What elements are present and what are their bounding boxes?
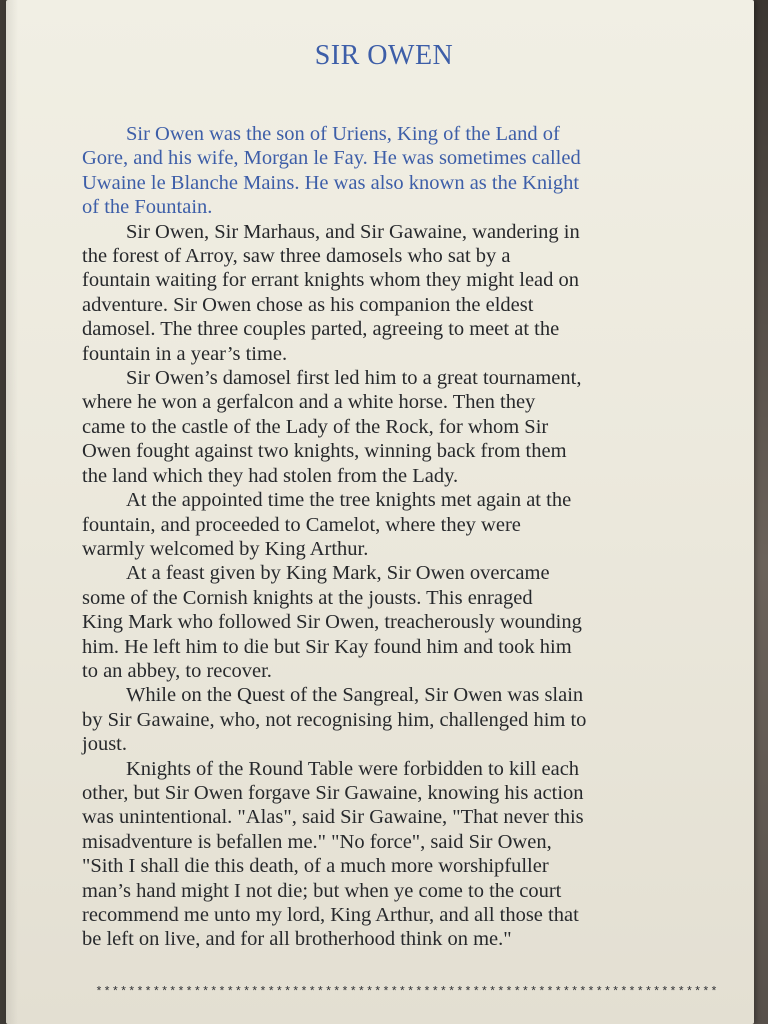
text-line: While on the Quest of the Sangreal, Sir Owen was slain <box>126 684 584 707</box>
panel-edge-shadow <box>6 0 18 1024</box>
text-line: warmly welcomed by King Arthur. <box>82 537 369 560</box>
text-line: by Sir Gawaine, who, not recognising him, challenged him to <box>82 708 587 731</box>
text-line: Sir Owen’s damosel first led him to a great tournament, <box>126 367 582 390</box>
paragraph <box>82 366 702 488</box>
text-line: damosel. The three couples parted, agreeing to meet at the <box>82 318 560 341</box>
text-line: be left on live, and for all brotherhood think on me." <box>82 928 512 951</box>
text-line: Sir Owen was the son of Uriens, King of the Land of <box>126 123 560 145</box>
text-line: King Mark who followed Sir Owen, treacherously wounding <box>82 611 582 634</box>
text-line: came to the castle of the Lady of the Rock, for whom Sir <box>82 415 549 438</box>
text-line: Knights of the Round Table were forbidden to kill each <box>126 757 580 780</box>
text-line: fountain, and proceeded to Camelot, where they were <box>82 513 521 536</box>
text-line: to an abbey, to recover. <box>82 659 272 682</box>
paragraph <box>82 220 702 366</box>
text-line: joust. <box>82 733 127 756</box>
text-line: Uwaine le Blanche Mains. He was also known as the Knight <box>82 171 580 194</box>
text-line: Sir Owen, Sir Marhaus, and Sir Gawaine, wandering in <box>126 220 580 243</box>
text-line: him. He left him to die but Sir Kay found him and took him <box>82 635 572 658</box>
paragraph <box>82 488 702 561</box>
text-line: fountain waiting for errant knights whom they might lead on <box>82 269 580 292</box>
text-line: "Sith I shall die this death, of a much more worshipfuller <box>82 855 549 878</box>
text-line: Owen fought against two knights, winning back from them <box>82 440 567 463</box>
text-line: of the Fountain. <box>82 196 213 219</box>
text-line: adventure. Sir Owen chose as his companion the eldest <box>82 293 534 316</box>
text-line: fountain in a year’s time. <box>82 342 288 365</box>
paragraph <box>82 683 702 756</box>
text-line: At a feast given by King Mark, Sir Owen overcame <box>126 562 550 585</box>
document-title: SIR OWEN <box>314 40 454 71</box>
text-line: other, but Sir Owen forgave Sir Gawaine, knowing his action <box>82 781 584 804</box>
asterisk-divider: **************************************************************************** <box>95 985 719 999</box>
text-line: some of the Cornish knights at the jousts. This enraged <box>82 586 533 609</box>
text-line: Gore, and his wife, Morgan le Fay. He was sometimes called <box>82 147 581 170</box>
text-line: recommend me unto my lord, King Arthur, and all those that <box>82 904 579 926</box>
text-line: the land which they had stolen from the Lady. <box>82 464 459 487</box>
text-line: where he won a gerfalcon and a white horse. Then they <box>82 391 536 414</box>
paragraph <box>82 757 702 952</box>
paragraph <box>82 122 702 220</box>
text-line: was unintentional. "Alas", said Sir Gawaine, "That never this <box>82 806 584 829</box>
text-line: misadventure is befallen me." "No force", said Sir Owen, <box>82 830 552 853</box>
document-body <box>82 122 702 952</box>
paragraph <box>82 561 702 683</box>
text-line: the forest of Arroy, saw three damosels who sat by a <box>82 245 511 268</box>
text-line: At the appointed time the tree knights met again at the <box>126 489 572 512</box>
text-line: man’s hand might I not die; but when ye come to the court <box>82 879 562 902</box>
